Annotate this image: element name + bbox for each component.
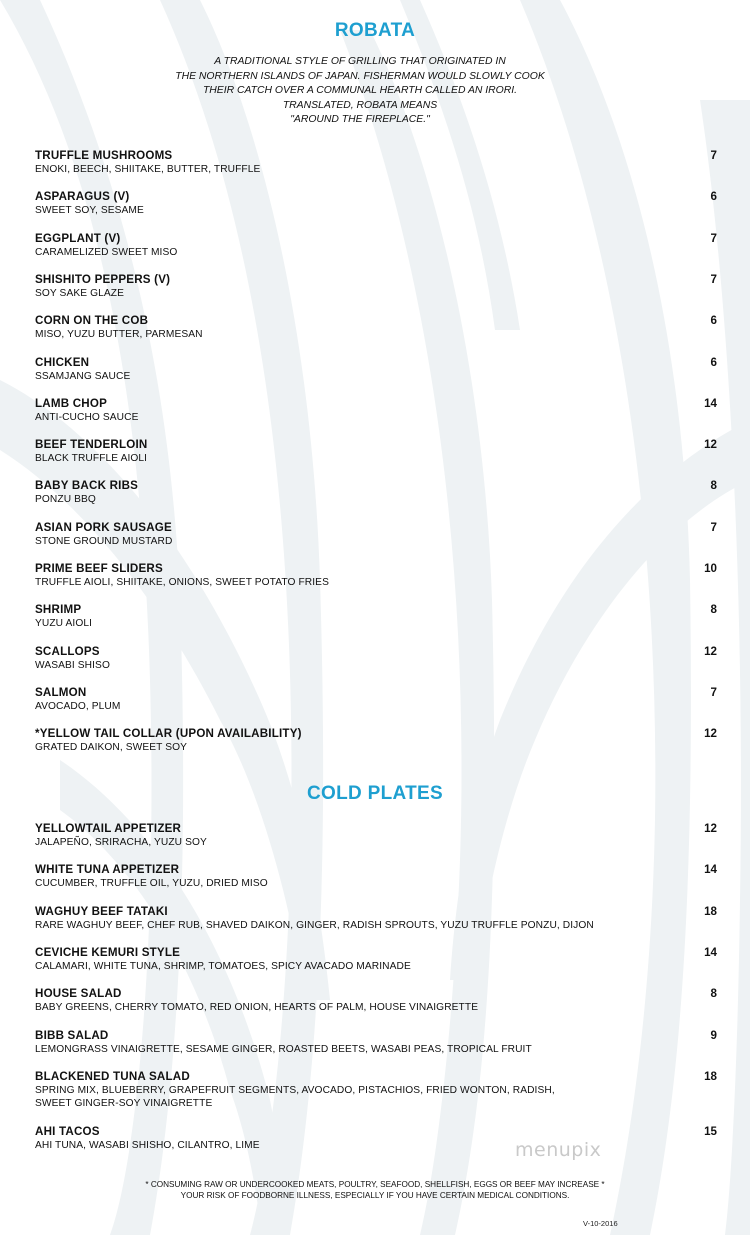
menu-item [35, 863, 717, 891]
menu-item-price: 12 [704, 822, 717, 835]
menu-item [35, 397, 717, 425]
menu-item-description: JALAPEÑO, SRIRACHA, YUZU SOY [35, 837, 207, 848]
menu-item-name: *YELLOW TAIL COLLAR (UPON AVAILABILITY) [35, 727, 302, 741]
menu-item-name: BLACKENED TUNA SALAD [35, 1069, 190, 1083]
menu-item [35, 273, 717, 301]
menu-item [35, 822, 717, 850]
menu-item [35, 727, 717, 755]
menu-item [35, 438, 717, 466]
menu-item-price: 6 [710, 314, 717, 328]
menu-item-description: CARAMELIZED SWEET MISO [35, 246, 178, 258]
menu-item-price: 7 [710, 520, 717, 534]
menu-item-description: MISO, YUZU BUTTER, PARMESAN [35, 329, 203, 341]
menu-item [35, 987, 717, 1015]
menu-item-description: SSAMJANG SAUCE [35, 370, 131, 382]
menu-item [35, 190, 717, 218]
menu-item-price: 14 [704, 863, 717, 877]
menu-item-price: 7 [710, 231, 717, 245]
menu-item [35, 905, 717, 933]
menu-item-price: 8 [710, 479, 717, 493]
menu-item-description: SOY SAKE GLAZE [35, 287, 124, 299]
menu-item-name: EGGPLANT (V) [35, 231, 121, 245]
menu-item-description: RARE WAGHUY BEEF, CHEF RUB, SHAVED DAIKON, GINGER, RADISH SPROUTS, YUZU TRUFFLE PONZU, DIJON [35, 919, 594, 931]
menu-item-name: SHISHITO PEPPERS (V) [35, 272, 171, 286]
menu-item-name: BEEF TENDERLOIN [35, 438, 148, 452]
menu-item-name: ASPARAGUS (V) [35, 190, 130, 204]
menu-item-description: GRATED DAIKON, SWEET SOY [35, 742, 188, 754]
menu-item-name: WHITE TUNA APPETIZER [35, 863, 180, 877]
disclaimer-line-2: YOUR RISK OF FOODBORNE ILLNESS, ESPECIALLY IF YOU HAVE CERTAIN MEDICAL CONDITIONS. [180, 1191, 570, 1200]
menu-item-description: SPRING MIX, BLUEBERRY, GRAPEFRUIT SEGMENTS, AVOCADO, PISTACHIOS, FRIED WONTON, RADISH, [35, 1084, 555, 1096]
menu-item-description: BABY GREENS, CHERRY TOMATO, RED ONION, HEARTS OF PALM, HOUSE VINAIGRETTE [35, 1002, 479, 1014]
menu-item [35, 562, 717, 590]
menu-item-name: CORN ON THE COB [35, 314, 149, 328]
menu-item-description: YUZU AIOLI [35, 618, 93, 630]
menu-item-description: PONZU BBQ [35, 494, 96, 506]
robata-intro [0, 55, 720, 128]
version-code: V-10-2016 [583, 1219, 618, 1228]
menu-item [35, 149, 717, 177]
menu-item [35, 232, 717, 260]
menu-item-price: 12 [704, 438, 717, 452]
menu-item-name: WAGHUY BEEF TATAKI [35, 904, 168, 918]
menu-item-name: PRIME BEEF SLIDERS [35, 562, 163, 575]
menupix-watermark: menupix [515, 1139, 602, 1161]
menu-item [35, 356, 717, 384]
menu-item-price: 18 [704, 1069, 717, 1083]
food-safety-disclaimer [0, 1179, 750, 1201]
menu-item-price: 12 [704, 727, 717, 741]
menu-item-description-continued: SWEET GINGER-SOY VINAIGRETTE [35, 1098, 213, 1110]
menu-item-name: YELLOWTAIL APPETIZER [35, 822, 182, 835]
menu-item-description: ENOKI, BEECH, SHIITAKE, BUTTER, TRUFFLE [35, 164, 261, 175]
menu-item-description: BLACK TRUFFLE AIOLI [35, 453, 148, 465]
menu-item-price: 15 [704, 1124, 717, 1138]
menu-item-description: TRUFFLE AIOLI, SHIITAKE, ONIONS, SWEET POTATO FRIES [35, 577, 329, 588]
robata-intro-line: THE NORTHERN ISLANDS OF JAPAN. FISHERMAN WOULD SLOWLY COOK [175, 70, 545, 82]
robata-intro-line: A TRADITIONAL STYLE OF GRILLING THAT ORIGINATED IN [214, 56, 506, 67]
menu-item-name: CHICKEN [35, 355, 90, 369]
menu-item-name: SALMON [35, 685, 87, 699]
menu-item-description: LEMONGRASS VINAIGRETTE, SESAME GINGER, ROASTED BEETS, WASABI PEAS, TROPICAL FRUIT [35, 1043, 532, 1055]
menu-item-name: CEVICHE KEMURI STYLE [35, 945, 181, 959]
menu-item [35, 479, 717, 507]
menu-item-description: STONE GROUND MUSTARD [35, 535, 173, 547]
menu-item [35, 314, 717, 342]
robata-intro-line: THEIR CATCH OVER A COMMUNAL HEARTH CALLED AN IRORI. [202, 85, 518, 96]
robata-intro-line: TRANSLATED, ROBATA MEANS [282, 99, 438, 111]
menu-item-name: ASIAN PORK SAUSAGE [35, 520, 172, 534]
menu-item-price: 8 [710, 603, 717, 617]
menu-item-name: SHRIMP [35, 603, 82, 617]
menu-item-price: 10 [704, 562, 717, 575]
menu-item-price: 8 [710, 987, 717, 1001]
menu-item-description: WASABI SHISO [35, 659, 110, 671]
robata-title: ROBATA [334, 20, 416, 41]
menu-item-description: AHI TUNA, WASABI SHISHO, CILANTRO, LIME [35, 1139, 260, 1151]
cold-plates-title: COLD PLATES [307, 783, 443, 804]
menu-item-price: 6 [710, 355, 717, 369]
menu-item-price: 7 [710, 685, 717, 699]
menu-item-name: AHI TACOS [35, 1124, 100, 1138]
menu-item [35, 521, 717, 549]
robata-intro-line: "AROUND THE FIREPLACE." [290, 114, 430, 125]
menu-item-name: BIBB SALAD [35, 1028, 109, 1042]
menu-item-price: 6 [710, 190, 717, 204]
menu-item-name: BABY BACK RIBS [35, 479, 139, 493]
disclaimer-line-1: * CONSUMING RAW OR UNDERCOOKED MEATS, POULTRY, SEAFOOD, SHELLFISH, EGGS OR BEEF MAY INCREASE * [145, 1180, 605, 1189]
menu-item-name: LAMB CHOP [35, 396, 108, 410]
menu-item [35, 1125, 717, 1153]
menu-item-name: SCALLOPS [35, 644, 100, 658]
menu-item-description: CALAMARI, WHITE TUNA, SHRIMP, TOMATOES, SPICY AVACADO MARINADE [35, 960, 411, 972]
menu-item-price: 7 [710, 272, 717, 286]
menu-item [35, 603, 717, 631]
menu-item-description: CUCUMBER, TRUFFLE OIL, YUZU, DRIED MISO [35, 878, 268, 890]
menu-item-price: 14 [704, 945, 717, 959]
menu-item-price: 14 [704, 396, 717, 410]
menu-item-description: ANTI-CUCHO SAUCE [35, 411, 139, 423]
menu-item-name: TRUFFLE MUSHROOMS [35, 149, 173, 162]
menu-item [35, 946, 717, 974]
menu-item [35, 1029, 717, 1057]
menu-item-price: 18 [704, 904, 717, 918]
menu-item [35, 1070, 717, 1111]
menu-item-description: SWEET SOY, SESAME [35, 205, 144, 217]
menu-item-price: 9 [710, 1028, 717, 1042]
menu-item [35, 645, 717, 673]
menu-item [35, 686, 717, 714]
menu-item-name: HOUSE SALAD [35, 987, 122, 1001]
menu-item-price: 7 [710, 149, 717, 162]
menu-item-price: 12 [704, 644, 717, 658]
menu-item-description: AVOCADO, PLUM [35, 700, 121, 712]
